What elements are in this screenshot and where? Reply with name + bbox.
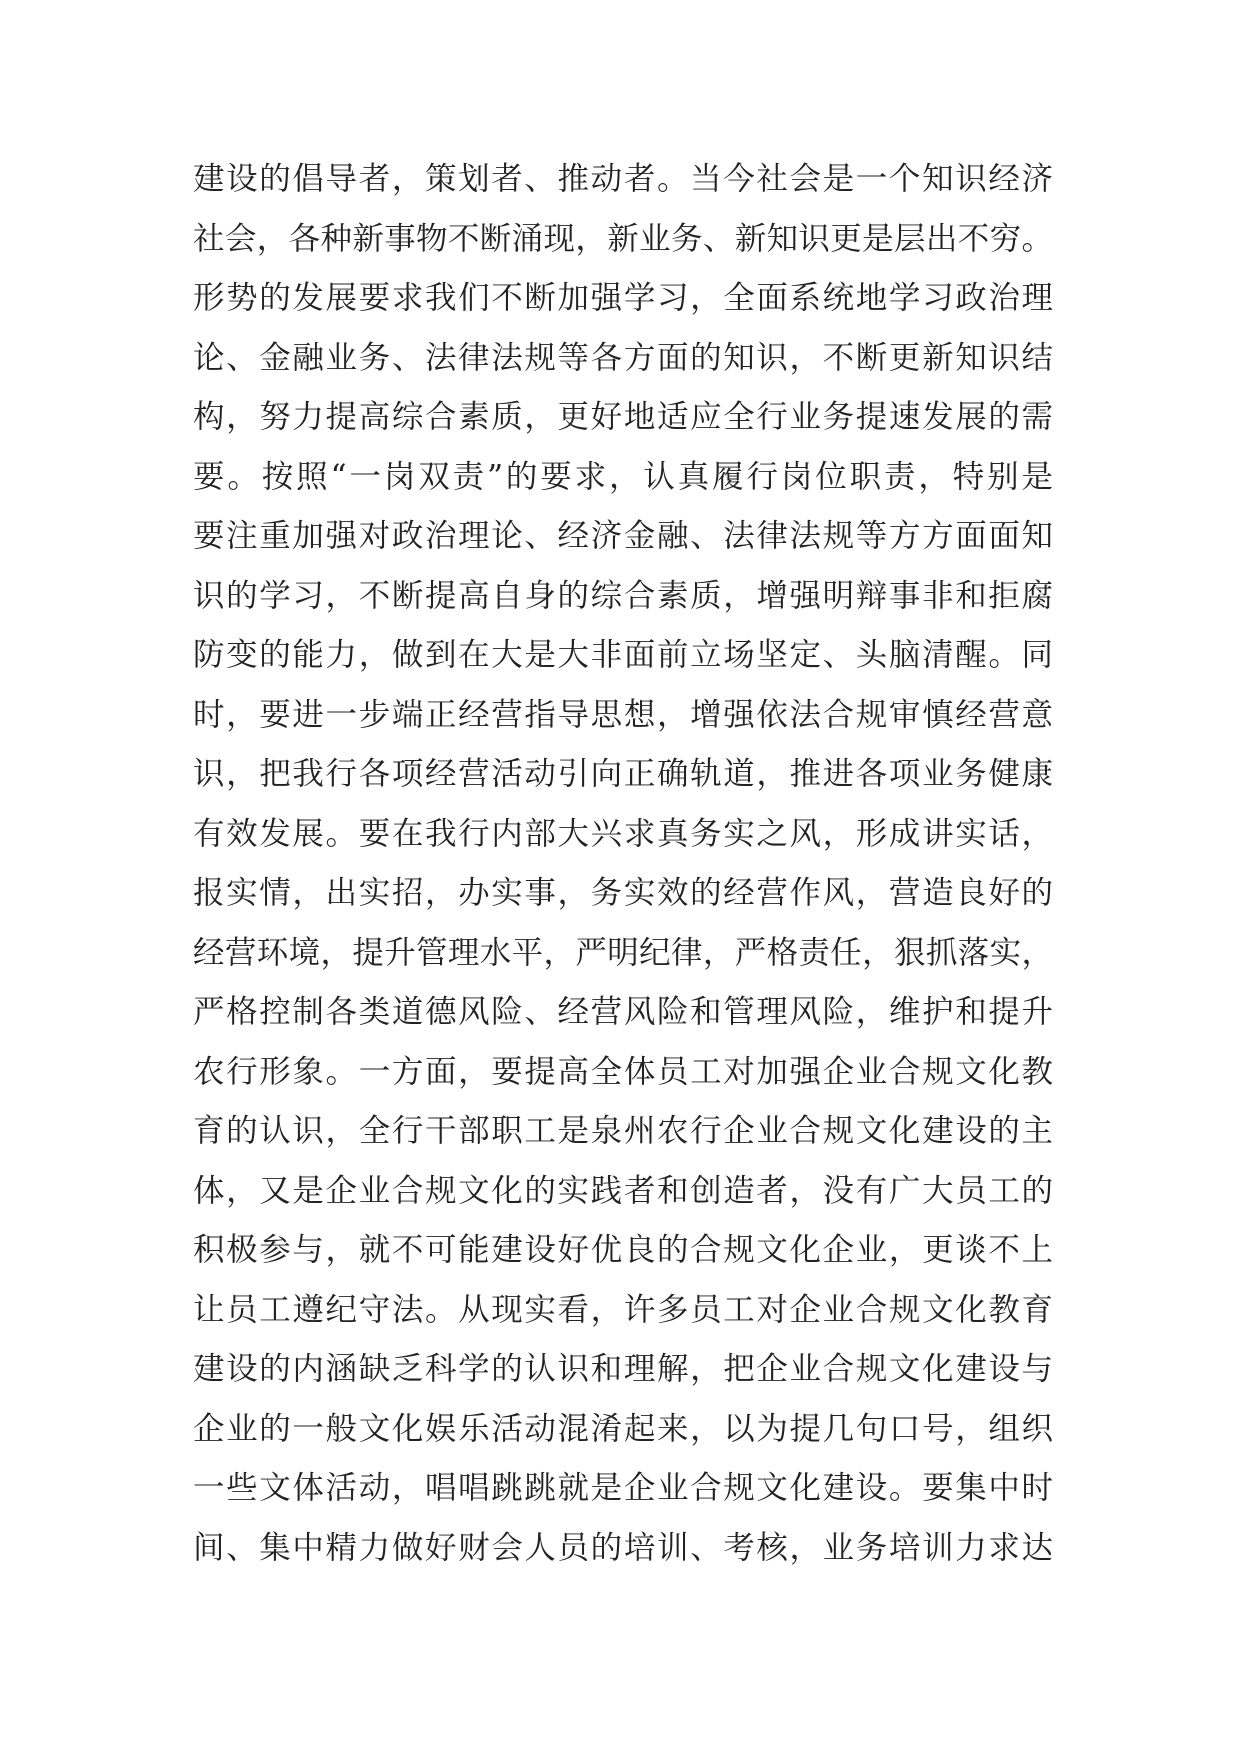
text-line: 论、金融业务、法律法规等各方面的知识，不断更新知识结: [193, 339, 1053, 376]
text-line: 防变的能力，做到在大是大非面前立场坚定、头脑清醒。同: [193, 637, 1053, 673]
text-line: 严格控制各类道德风险、经营风险和管理风险，维护和提升: [193, 994, 1053, 1030]
text-line: 间、集中精力做好财会人员的培训、考核，业务培训力求达: [193, 1529, 1053, 1566]
text-line: 一些文体活动，唱唱跳跳就是企业合规文化建设。要集中时: [193, 1470, 1053, 1506]
text-line: 识，把我行各项经营活动引向正确轨道，推进各项业务健康: [193, 756, 1053, 792]
text-line: 让员工遵纪守法。从现实看，许多员工对企业合规文化教育: [193, 1291, 1053, 1328]
text-line: 积极参与，就不可能建设好优良的合规文化企业，更谈不上: [193, 1232, 1053, 1268]
text-line: 农行形象。一方面，要提高全体员工对加强企业合规文化教: [193, 1053, 1053, 1090]
text-line: 要注重加强对政治理论、经济金融、法律法规等方方面面知: [193, 518, 1053, 554]
text-line: 育的认识，全行干部职工是泉州农行企业合规文化建设的主: [193, 1113, 1053, 1149]
text-line: 建设的内涵缺乏科学的认识和理解，把企业合规文化建设与: [193, 1351, 1053, 1387]
text-line: 要。按照“一岗双责”的要求，认真履行岗位职责，特别是: [193, 458, 1053, 495]
text-line: 体，又是企业合规文化的实践者和创造者，没有广大员工的: [193, 1172, 1053, 1209]
text-line: 有效发展。要在我行内部大兴求真务实之风，形成讲实话，: [193, 815, 1053, 852]
body-text: [193, 150, 1053, 1578]
text-line: 经营环境，提升管理水平，严明纪律，严格责任，狠抓落实，: [193, 934, 1053, 971]
text-line: 形势的发展要求我们不断加强学习，全面系统地学习政治理: [193, 280, 1053, 316]
text-line: 报实情，出实招，办实事，务实效的经营作风，营造良好的: [193, 875, 1053, 911]
text-line: 企业的一般文化娱乐活动混淆起来，以为提几句口号，组织: [193, 1410, 1053, 1447]
text-line: 识的学习，不断提高自身的综合素质，增强明辩事非和拒腐: [193, 577, 1053, 614]
text-line: 时，要进一步端正经营指导思想，增强依法合规审慎经营意: [193, 696, 1053, 733]
text-line: 建设的倡导者，策划者、推动者。当今社会是一个知识经济: [193, 161, 1053, 197]
text-line: 构，努力提高综合素质，更好地适应全行业务提速发展的需: [193, 399, 1053, 435]
text-line: 社会，各种新事物不断涌现，新业务、新知识更是层出不穷。: [193, 220, 1053, 257]
